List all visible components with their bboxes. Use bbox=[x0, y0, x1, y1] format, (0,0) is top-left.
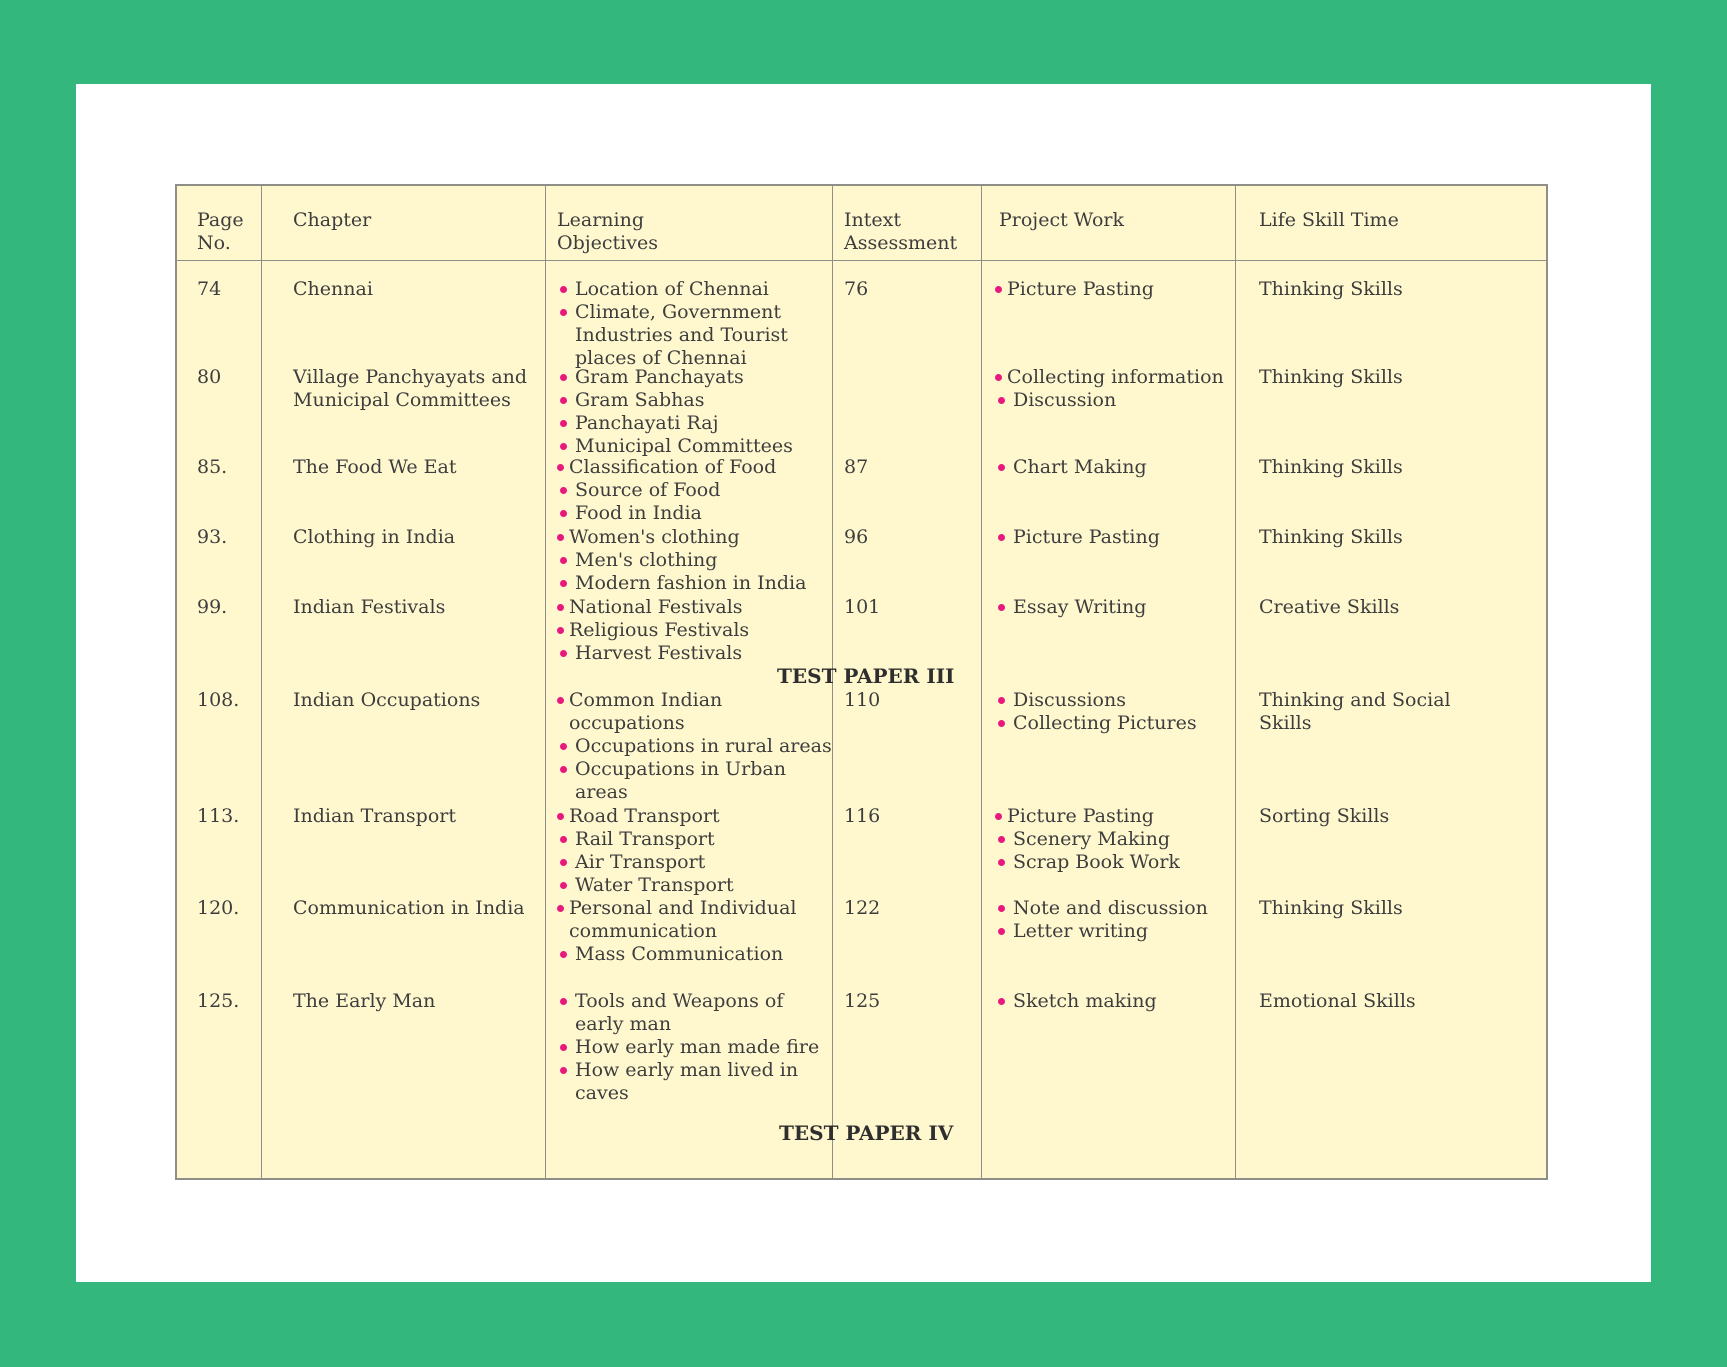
project-item: Discussions bbox=[993, 689, 1197, 712]
bullet-icon bbox=[560, 557, 567, 564]
column-divider bbox=[1235, 186, 1236, 1178]
bullet-icon bbox=[560, 1044, 567, 1051]
test-paper-heading: TEST PAPER III bbox=[777, 664, 955, 688]
column-divider bbox=[261, 186, 262, 1178]
bullet-icon bbox=[995, 286, 1002, 293]
bullet-icon bbox=[560, 951, 567, 958]
objective-line: Industries and Tourist bbox=[575, 324, 788, 346]
objective-line: Tools and Weapons of bbox=[555, 990, 819, 1013]
bullet-icon bbox=[560, 836, 567, 843]
objective-line: Personal and Individual bbox=[555, 897, 797, 920]
bullet-icon bbox=[557, 905, 564, 912]
intext-assessment-page: 110 bbox=[844, 689, 881, 711]
objective-line: National Festivals bbox=[555, 596, 749, 619]
bullet-icon bbox=[998, 836, 1005, 843]
bullet-icon bbox=[560, 420, 567, 427]
objective-line: Common Indian bbox=[555, 689, 832, 712]
bullet-icon bbox=[998, 534, 1005, 541]
page-number: 108. bbox=[197, 689, 240, 711]
project-work bbox=[993, 596, 1146, 619]
objective-line: areas bbox=[575, 781, 628, 803]
objective-line: Source of Food bbox=[555, 479, 776, 502]
objective-line: How early man lived in bbox=[555, 1059, 819, 1082]
bullet-icon bbox=[998, 720, 1005, 727]
bullet-icon bbox=[557, 697, 564, 704]
page-number: 113. bbox=[197, 805, 240, 827]
objective-line: Women's clothing bbox=[555, 526, 806, 549]
objective-line: Modern fashion in India bbox=[555, 572, 806, 595]
objective-line: Gram Sabhas bbox=[555, 389, 793, 412]
bullet-icon bbox=[560, 580, 567, 587]
learning-objectives bbox=[555, 689, 832, 804]
objective-line: Men's clothing bbox=[555, 549, 806, 572]
learning-objectives bbox=[555, 278, 788, 370]
learning-objectives bbox=[555, 456, 776, 525]
intext-assessment-page: 125 bbox=[844, 990, 881, 1012]
project-item: Collecting Pictures bbox=[993, 712, 1197, 735]
chapter-title: Clothing in India bbox=[293, 526, 456, 548]
objective-line: communication bbox=[569, 920, 718, 942]
column-divider bbox=[545, 186, 546, 1178]
project-item: Discussion bbox=[993, 389, 1224, 412]
bullet-icon bbox=[998, 397, 1005, 404]
life-skill: Thinking Skills bbox=[1259, 526, 1403, 548]
objective-line: How early man made fire bbox=[555, 1036, 819, 1059]
project-item: Picture Pasting bbox=[993, 278, 1154, 301]
header-chapter: Chapter bbox=[293, 209, 372, 231]
project-item: Scenery Making bbox=[993, 828, 1180, 851]
objective-line: caves bbox=[575, 1082, 629, 1104]
column-divider bbox=[981, 186, 982, 1178]
bullet-icon bbox=[557, 627, 564, 634]
learning-objectives bbox=[555, 990, 819, 1105]
project-work bbox=[993, 456, 1147, 479]
project-item: Letter writing bbox=[993, 920, 1208, 943]
page-number: 93. bbox=[197, 526, 228, 548]
bullet-icon bbox=[557, 604, 564, 611]
project-work bbox=[993, 366, 1224, 412]
bullet-icon bbox=[560, 374, 567, 381]
learning-objectives bbox=[555, 366, 793, 458]
life-skill: Thinking Skills bbox=[1259, 456, 1403, 478]
bullet-icon bbox=[560, 309, 567, 316]
bullet-icon bbox=[560, 397, 567, 404]
syllabus-table bbox=[175, 184, 1548, 1180]
chapter-title: Indian Festivals bbox=[293, 596, 446, 618]
project-item: Sketch making bbox=[993, 990, 1157, 1013]
project-item: Note and discussion bbox=[993, 897, 1208, 920]
header-learning-objectives: Learning Objectives bbox=[557, 209, 658, 254]
chapter-title: Indian Transport bbox=[293, 805, 456, 827]
page-number: 80 bbox=[197, 366, 222, 388]
project-work bbox=[993, 990, 1157, 1013]
bullet-icon bbox=[560, 1067, 567, 1074]
bullet-icon bbox=[560, 510, 567, 517]
header-divider bbox=[177, 260, 1546, 261]
chapter-title: Communication in India bbox=[293, 897, 525, 919]
learning-objectives bbox=[555, 897, 797, 966]
bullet-icon bbox=[560, 766, 567, 773]
test-paper-heading: TEST PAPER IV bbox=[779, 1121, 954, 1145]
bullet-icon bbox=[998, 697, 1005, 704]
bullet-icon bbox=[995, 813, 1002, 820]
project-work bbox=[993, 897, 1208, 943]
objective-line: occupations bbox=[569, 712, 685, 734]
project-item: Chart Making bbox=[993, 456, 1147, 479]
page-number: 99. bbox=[197, 596, 228, 618]
objective-line: Harvest Festivals bbox=[555, 642, 749, 665]
bullet-icon bbox=[557, 464, 564, 471]
objective-line: Mass Communication bbox=[555, 943, 797, 966]
objective-line: Climate, Government bbox=[555, 301, 788, 324]
chapter-title: The Early Man bbox=[293, 990, 436, 1012]
bullet-icon bbox=[560, 443, 567, 450]
objective-line: Air Transport bbox=[555, 851, 734, 874]
bullet-icon bbox=[557, 813, 564, 820]
bullet-icon bbox=[560, 998, 567, 1005]
intext-assessment-page: 101 bbox=[844, 596, 881, 618]
learning-objectives bbox=[555, 805, 734, 897]
learning-objectives bbox=[555, 526, 806, 595]
learning-objectives bbox=[555, 596, 749, 665]
bullet-icon bbox=[998, 905, 1005, 912]
chapter-title: Indian Occupations bbox=[293, 689, 481, 711]
bullet-icon bbox=[557, 534, 564, 541]
project-item: Picture Pasting bbox=[993, 526, 1160, 549]
objective-line: Water Transport bbox=[555, 874, 734, 897]
project-work bbox=[993, 278, 1154, 301]
objective-line: Occupations in Urban bbox=[555, 758, 832, 781]
page-number: 85. bbox=[197, 456, 228, 478]
page-number: 120. bbox=[197, 897, 240, 919]
life-skill: Creative Skills bbox=[1259, 596, 1400, 618]
life-skill: Thinking Skills bbox=[1259, 366, 1403, 388]
bullet-icon bbox=[560, 859, 567, 866]
bullet-icon bbox=[560, 487, 567, 494]
bullet-icon bbox=[998, 998, 1005, 1005]
objective-line: early man bbox=[575, 1013, 672, 1035]
objective-line: Location of Chennai bbox=[555, 278, 788, 301]
bullet-icon bbox=[998, 928, 1005, 935]
bullet-icon bbox=[560, 650, 567, 657]
page-number: 125. bbox=[197, 990, 240, 1012]
objective-line: Food in India bbox=[555, 502, 776, 525]
project-item: Collecting information bbox=[993, 366, 1224, 389]
header-life-skill-time: Life Skill Time bbox=[1259, 209, 1399, 231]
bullet-icon bbox=[560, 286, 567, 293]
life-skill: Thinking and Social Skills bbox=[1259, 689, 1451, 734]
project-work bbox=[993, 689, 1197, 735]
objective-line: places of Chennai bbox=[575, 347, 747, 369]
intext-assessment-page: 96 bbox=[844, 526, 869, 548]
bullet-icon bbox=[998, 859, 1005, 866]
bullet-icon bbox=[560, 882, 567, 889]
header-page-no: Page No. bbox=[197, 209, 244, 254]
intext-assessment-page: 116 bbox=[844, 805, 881, 827]
intext-assessment-page: 76 bbox=[844, 278, 869, 300]
project-work bbox=[993, 805, 1180, 874]
chapter-title: Chennai bbox=[293, 278, 373, 300]
objective-line: Panchayati Raj bbox=[555, 412, 793, 435]
page bbox=[76, 84, 1651, 1282]
bullet-icon bbox=[560, 743, 567, 750]
header-project-work: Project Work bbox=[999, 209, 1125, 231]
page-number: 74 bbox=[197, 278, 222, 300]
objective-line: Religious Festivals bbox=[555, 619, 749, 642]
life-skill: Thinking Skills bbox=[1259, 278, 1403, 300]
project-item: Scrap Book Work bbox=[993, 851, 1180, 874]
life-skill: Thinking Skills bbox=[1259, 897, 1403, 919]
bullet-icon bbox=[998, 604, 1005, 611]
bullet-icon bbox=[998, 464, 1005, 471]
objective-line: Road Transport bbox=[555, 805, 734, 828]
header-intext-assessment: Intext Assessment bbox=[844, 209, 958, 254]
chapter-title: The Food We Eat bbox=[293, 456, 457, 478]
objective-line: Classification of Food bbox=[555, 456, 776, 479]
project-work bbox=[993, 526, 1160, 549]
objective-line: Rail Transport bbox=[555, 828, 734, 851]
life-skill: Emotional Skills bbox=[1259, 990, 1416, 1012]
chapter-title: Village Panchyayats and Municipal Committees bbox=[293, 366, 528, 411]
objective-line: Gram Panchayats bbox=[555, 366, 793, 389]
bullet-icon bbox=[995, 374, 1002, 381]
intext-assessment-page: 87 bbox=[844, 456, 869, 478]
project-item: Picture Pasting bbox=[993, 805, 1180, 828]
objective-line: Municipal Committees bbox=[555, 435, 793, 458]
objective-line: Occupations in rural areas bbox=[555, 735, 832, 758]
intext-assessment-page: 122 bbox=[844, 897, 881, 919]
life-skill: Sorting Skills bbox=[1259, 805, 1390, 827]
project-item: Essay Writing bbox=[993, 596, 1146, 619]
